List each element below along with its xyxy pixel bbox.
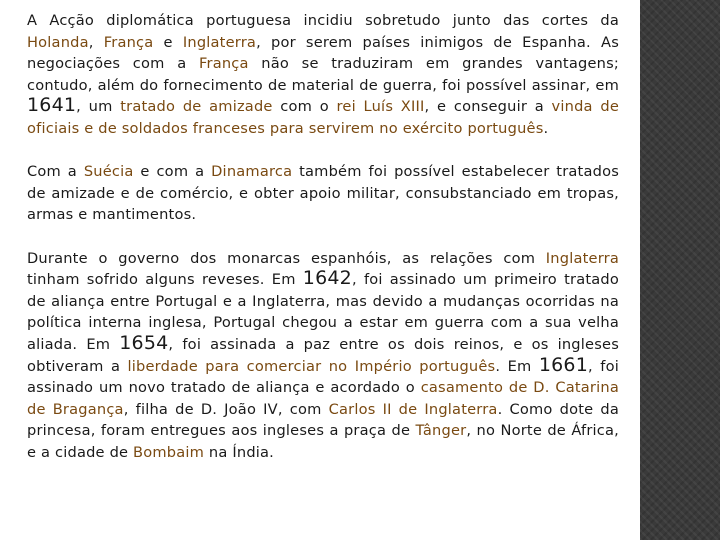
term-inglaterra: Inglaterra — [545, 249, 619, 267]
term-tanger: Tânger — [415, 422, 467, 440]
term-inglaterra: Inglaterra — [182, 33, 257, 51]
text: , foi assinada a paz entre os dois reinos, e os ingleses obtiveram a — [27, 335, 619, 375]
text: , e conseguir a — [424, 98, 552, 116]
text: Durante o governo dos monarcas espanhóis, as relações com — [27, 249, 546, 267]
term-vinda-oficiais: vinda de oficiais e de soldados franceses para servirem no exército português — [27, 98, 620, 137]
paragraph-scandinavia — [27, 161, 619, 226]
year-1641: 1641 — [27, 94, 77, 117]
text: na Índia. — [204, 443, 275, 461]
term-suecia: Suécia — [83, 163, 134, 181]
term-bombaim: Bombaim — [133, 443, 205, 461]
year-1642: 1642 — [302, 267, 352, 290]
text: Com a — [27, 163, 84, 181]
text: com o — [272, 98, 337, 116]
term-casamento-catarina: casamento de D. Catarina de Bragança — [27, 379, 619, 418]
text: e com a — [133, 163, 212, 181]
text: , filha de D. João IV, com — [123, 400, 329, 418]
term-holanda: Holanda — [27, 33, 89, 51]
text: , no Norte de África, e a cidade de — [27, 422, 619, 461]
text: , um — [76, 98, 121, 116]
text: , foi assinado um primeiro tratado de aliança entre Portugal e a Inglaterra, mas devido a mudanças ocorridas na política interna inglesa, Portugal chegou a estar em guerra com a sua velha aliada. Em — [27, 271, 619, 353]
text: , — [88, 33, 104, 51]
document-body — [27, 10, 619, 485]
term-carlos-ii: Carlos II de Inglaterra — [328, 400, 498, 418]
term-dinamarca: Dinamarca — [211, 163, 293, 181]
term-tratado-amizade: tratado de amizade — [120, 98, 273, 116]
term-franca: França — [103, 33, 154, 51]
text: também foi possível estabelecer tratados de amizade e de comércio, e obter apoio militar, consubstanciado em tropas, armas e mantimentos. — [27, 163, 619, 224]
text: . Como dote da princesa, foram entregues aos ingleses a praça de — [27, 400, 619, 440]
term-liberdade-comerciar: liberdade para comerciar no Império português — [127, 357, 496, 375]
decorative-side-panel — [640, 0, 720, 540]
year-1654: 1654 — [119, 331, 169, 354]
text: tinham sofrido alguns reveses. Em — [27, 271, 303, 289]
year-1661: 1661 — [538, 353, 589, 376]
text: . — [543, 119, 549, 137]
paragraph-france — [27, 10, 619, 140]
term-franca: França — [198, 55, 249, 73]
text: não se traduziram em grandes vantagens; contudo, além do fornecimento de material de guerra, foi possível assinar, em — [27, 55, 619, 94]
text: , foi assinado um novo tratado de aliança e acordado o — [27, 357, 619, 397]
text: , por serem países inimigos de Espanha. As negociações com a — [27, 33, 619, 73]
term-rei-luis-xiii: rei Luís XIII — [336, 98, 425, 116]
text: e — [153, 33, 183, 51]
paragraph-england — [27, 248, 619, 464]
text: . Em — [495, 357, 539, 375]
text: A Acção diplomática portuguesa incidiu sobretudo junto das cortes da — [27, 12, 619, 29]
